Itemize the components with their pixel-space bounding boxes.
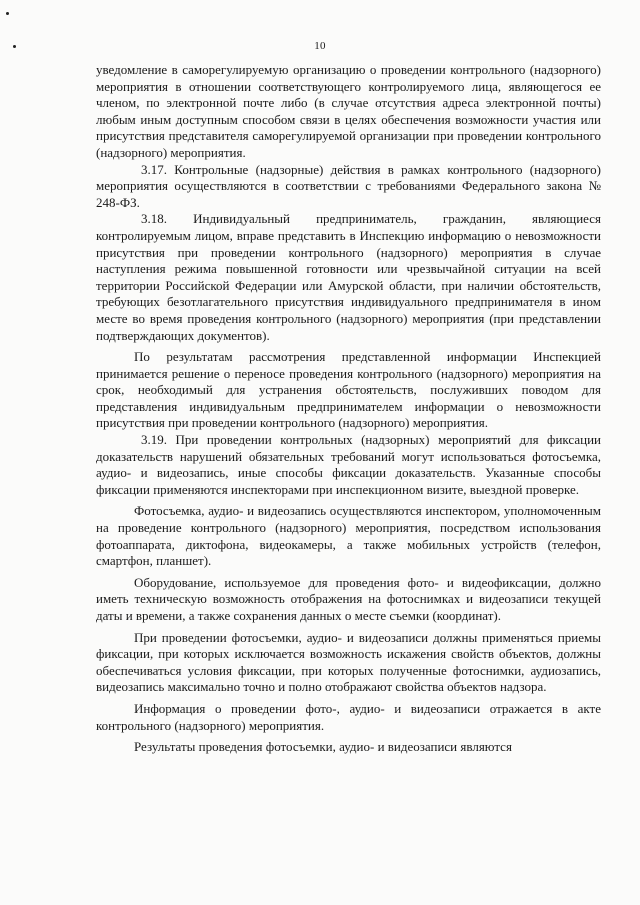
paragraph-recording-methods: При проведении фотосъемки, аудио- и видеозаписи должны применяться приемы фиксации, при которых исключается возможность искажения свойств объектов, должны обеспечиваться условия фиксации, при которых полученные фотоснимки, аудиозапись, видеозапись максимально точно и полно отображают свойства объектов надзора.: [96, 629, 601, 695]
paragraph-equipment: Оборудование, используемое для проведения фото- и видеофиксации, должно иметь техническую возможность отображения на фотоснимках и видеозаписи текущей даты и времени, а также сохранения данных о месте съемки (координат).: [96, 574, 601, 623]
paragraph-3-19: 3.19. При проведении контрольных (надзорных) мероприятий для фиксации доказательств нарушений обязательных требований могут использоваться фотосъемка, аудио- и видеозапись, иные способы фиксации доказательств. Указанные способы фиксации применяются инспекторами при инспекционном визите, выездной проверке.: [96, 432, 601, 497]
paragraph-act-record: Информация о проведении фото-, аудио- и видеозаписи отражается в акте контрольного (надзорного) мероприятия.: [96, 700, 601, 733]
paragraph-results: Результаты проведения фотосъемки, аудио- и видеозаписи являются: [134, 739, 512, 755]
paragraph-continuation: уведомление в саморегулируемую организацию о проведении контрольного (надзорного) мероприятия в отношении соответствующего контролируемого лица, являющегося ее членом, по электронной почте либо (в случае отсутствия адреса электронной почты) любым иным доступным способом связи в целях обеспечения возможности участия или присутствия представителя саморегулируемой организации при проведении контрольного (надзорного) мероприятия.: [96, 62, 601, 160]
paragraph-3-18: 3.18. Индивидуальный предприниматель, гражданин, являющиеся контролируемым лицом, вправе представить в Инспекцию информацию о невозможности присутствия при проведении контрольного (надзорного) мероприятия в случае наступления режима повышенной готовности или чрезвычайной ситуации на всей территории Российской Федерации или Амурской области, при наличии обстоятельств, требующих безотлагательного присутствия индивидуального предпринимателя в ином месте во время проведения контрольного (надзорного) мероприятия (при представлении подтверждающих документов).: [96, 211, 601, 343]
paragraph-photo-recording: Фотосъемка, аудио- и видеозапись осуществляются инспектором, уполномоченным на проведение контрольного (надзорного) мероприятия, посредством использования фотоаппарата, диктофона, видеокамеры, а также мобильных устройств (телефон, смартфон, планшет).: [96, 503, 601, 569]
paragraph-postponement-decision: По результатам рассмотрения представленной информации Инспекцией принимается решение о переносе проведения контрольного (надзорного) мероприятия на срок, необходимый для устранения обстоятельств, послуживших поводом для представления индивидуальным предпринимателем информации о невозможности присутствия при проведении контрольного (надзорного) мероприятия.: [96, 349, 601, 431]
page-number: 10: [314, 40, 326, 52]
paragraph-3-17: 3.17. Контрольные (надзорные) действия в рамках контрольного (надзорного) мероприятия осуществляются в соответствии с требованиями Федерального закона № 248-ФЗ.: [96, 161, 601, 210]
scan-speck: [6, 12, 9, 15]
document-body: [96, 62, 601, 756]
